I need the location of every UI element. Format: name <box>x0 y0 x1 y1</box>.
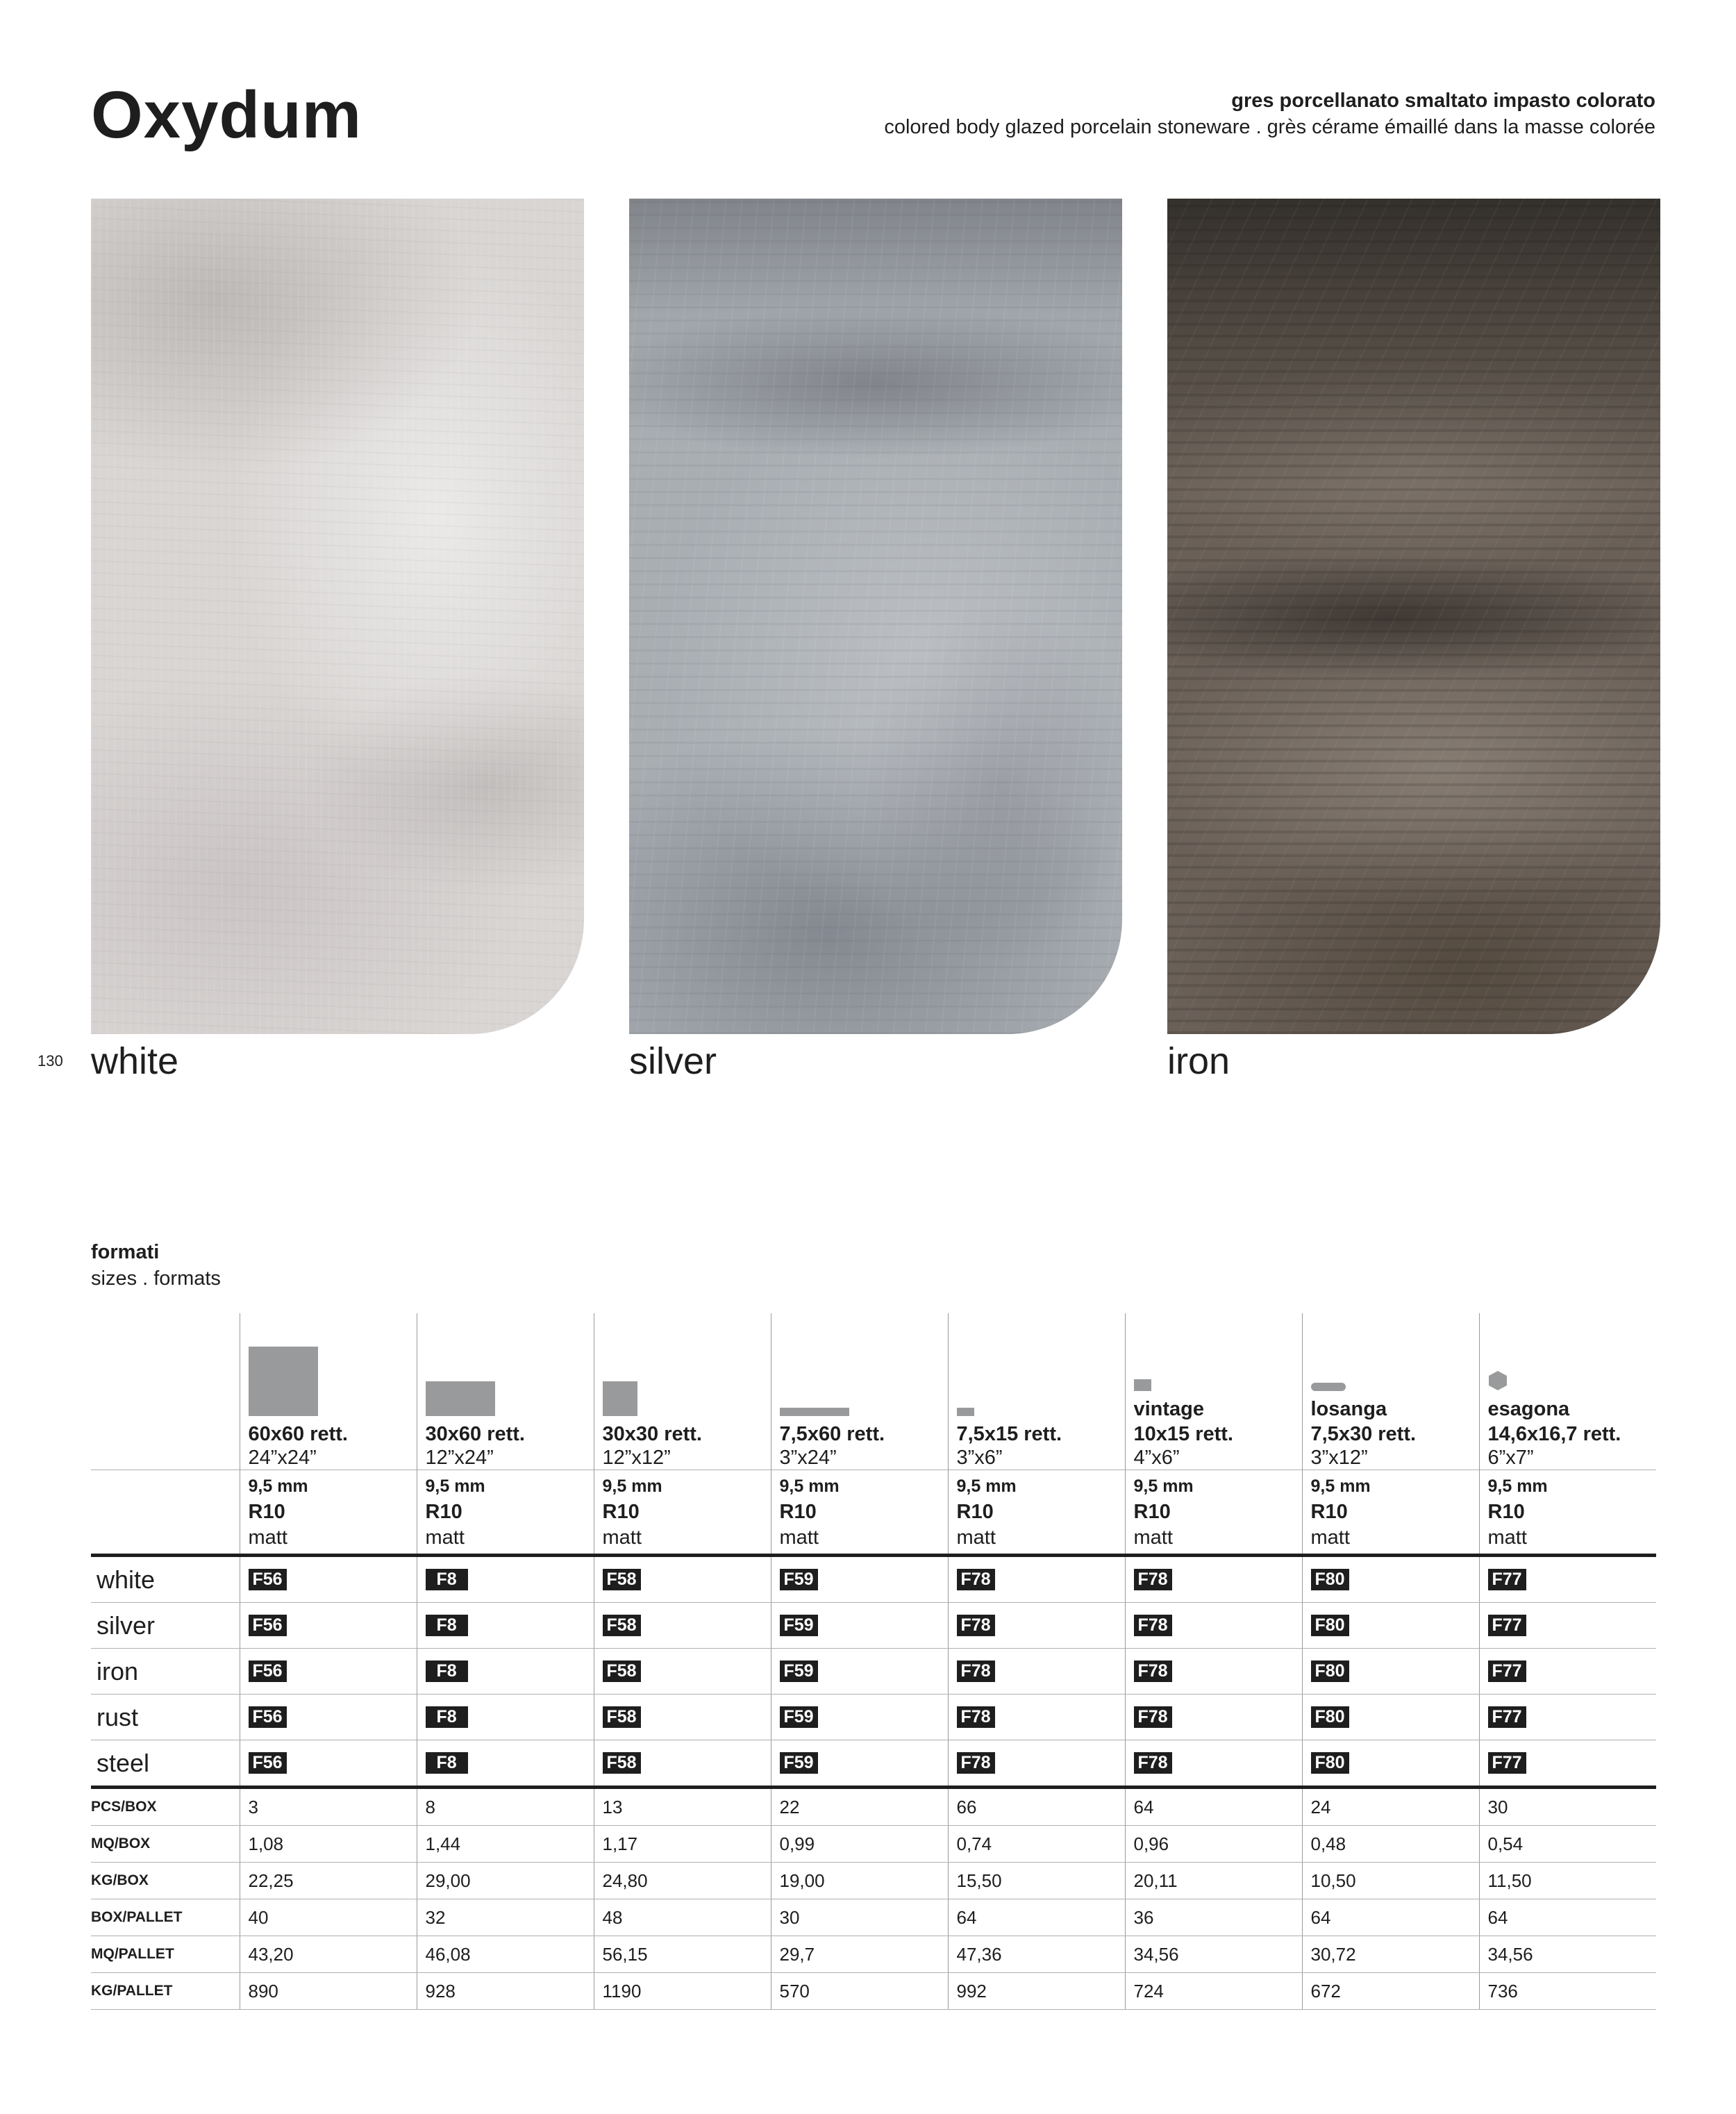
format-code-badge: F56 <box>249 1569 287 1590</box>
format-properties-cell <box>240 1470 417 1556</box>
format-properties-cell <box>594 1470 771 1556</box>
code-cell <box>1479 1740 1656 1788</box>
format-code-badge: F80 <box>1311 1615 1349 1636</box>
code-cell <box>1302 1603 1479 1649</box>
code-cell <box>594 1649 771 1695</box>
format-code-badge: F77 <box>1488 1661 1526 1682</box>
code-cell <box>240 1740 417 1788</box>
code-cell <box>948 1556 1125 1603</box>
slip-resistance: R10 <box>779 1501 817 1523</box>
swatch-silver-image <box>629 199 1122 1034</box>
packaging-value: 724 <box>1125 1973 1302 2010</box>
code-cell <box>771 1740 948 1788</box>
format-properties-cell <box>417 1470 594 1556</box>
code-cell <box>1125 1695 1302 1740</box>
packaging-value: 30,72 <box>1302 1936 1479 1973</box>
code-cell <box>1479 1556 1656 1603</box>
packaging-value: 36 <box>1125 1899 1302 1936</box>
format-code-badge: F78 <box>957 1661 995 1682</box>
format-code-badge: F78 <box>1134 1615 1172 1636</box>
format-code-badge: F80 <box>1311 1706 1349 1728</box>
page-title: Oxydum <box>91 78 362 152</box>
finish: matt <box>1133 1526 1173 1549</box>
packaging-value: 928 <box>417 1973 594 2010</box>
packaging-value: 46,08 <box>417 1936 594 1973</box>
packaging-label: PCS/BOX <box>91 1788 240 1826</box>
format-size-inches: 12”x12” <box>602 1447 671 1469</box>
format-header <box>603 1314 771 1469</box>
packaging-value: 992 <box>948 1973 1125 2010</box>
format-code-badge: F8 <box>426 1752 468 1774</box>
format-code-badge: F77 <box>1488 1752 1526 1774</box>
format-properties-row <box>91 1470 1656 1556</box>
color-name: white <box>91 1556 240 1603</box>
code-cell <box>240 1603 417 1649</box>
thickness: 9,5 mm <box>425 1476 485 1496</box>
packaging-value: 34,56 <box>1479 1936 1656 1973</box>
format-header-cell <box>594 1313 771 1470</box>
format-code-badge: F78 <box>1134 1706 1172 1728</box>
packaging-value: 43,20 <box>240 1936 417 1973</box>
format-code-badge: F58 <box>603 1706 641 1728</box>
code-cell <box>948 1695 1125 1740</box>
code-cell <box>948 1603 1125 1649</box>
format-properties-cell <box>948 1470 1125 1556</box>
format-size-inches: 12”x24” <box>425 1447 494 1469</box>
slip-resistance: R10 <box>425 1501 462 1523</box>
code-cell <box>1125 1556 1302 1603</box>
code-cell <box>1302 1695 1479 1740</box>
material-description-translations: colored body glazed porcelain stoneware . grès cérame émaillé dans la masse colorée <box>884 116 1655 138</box>
swatch-label-white: white <box>91 1040 179 1082</box>
code-cell <box>1125 1649 1302 1695</box>
format-size: 7,5x60 rett. <box>779 1423 885 1445</box>
format-code-badge: F77 <box>1488 1569 1526 1590</box>
tile-shape-wrap <box>1134 1322 1302 1391</box>
format-size: 60x60 rett. <box>248 1423 348 1445</box>
code-cell <box>594 1556 771 1603</box>
code-cell <box>417 1649 594 1695</box>
format-header <box>249 1314 417 1469</box>
code-cell <box>1302 1649 1479 1695</box>
format-properties <box>957 1474 1125 1549</box>
page-number: 130 <box>37 1052 63 1070</box>
packaging-value: 0,54 <box>1479 1826 1656 1863</box>
finish: matt <box>956 1526 996 1549</box>
packaging-value: 0,48 <box>1302 1826 1479 1863</box>
format-size-inches: 6”x7” <box>1487 1447 1534 1469</box>
packaging-value: 64 <box>1125 1788 1302 1826</box>
format-header-cell <box>771 1313 948 1470</box>
format-code-badge: F58 <box>603 1569 641 1590</box>
packaging-label: BOX/PALLET <box>91 1899 240 1936</box>
format-code-badge: F78 <box>1134 1661 1172 1682</box>
format-code-badge: F78 <box>957 1615 995 1636</box>
format-code-badge: F78 <box>957 1569 995 1590</box>
thickness: 9,5 mm <box>248 1476 308 1496</box>
packaging-value: 24 <box>1302 1788 1479 1826</box>
format-code-badge: F59 <box>780 1569 818 1590</box>
packaging-value: 570 <box>771 1973 948 2010</box>
format-header <box>1311 1314 1479 1469</box>
formats-table <box>91 1313 1656 2010</box>
code-cell <box>771 1649 948 1695</box>
packaging-value: 736 <box>1479 1973 1656 2010</box>
format-properties <box>1311 1474 1479 1549</box>
packaging-value: 30 <box>771 1899 948 1936</box>
rectangle-tile-icon <box>603 1381 637 1416</box>
color-row <box>91 1695 1656 1740</box>
format-code-badge: F77 <box>1488 1615 1526 1636</box>
format-size-inches: 3”x6” <box>956 1447 1003 1469</box>
packaging-value: 47,36 <box>948 1936 1125 1973</box>
format-size: 7,5x30 rett. <box>1310 1423 1417 1445</box>
format-code-badge: F59 <box>780 1615 818 1636</box>
tile-shape-wrap <box>957 1347 1125 1416</box>
packaging-label: MQ/BOX <box>91 1826 240 1863</box>
finish: matt <box>602 1526 642 1549</box>
color-name: steel <box>91 1740 240 1788</box>
format-properties <box>426 1474 594 1549</box>
finish: matt <box>248 1526 287 1549</box>
packaging-value: 3 <box>240 1788 417 1826</box>
format-code-badge: F8 <box>426 1615 468 1636</box>
packaging-value: 1,17 <box>594 1826 771 1863</box>
code-cell <box>1302 1740 1479 1788</box>
format-code-badge: F56 <box>249 1615 287 1636</box>
format-code-badge: F77 <box>1488 1706 1526 1728</box>
code-cell <box>417 1603 594 1649</box>
packaging-row <box>91 1788 1656 1826</box>
packaging-value: 64 <box>948 1899 1125 1936</box>
rectangle-tile-icon <box>1134 1379 1151 1391</box>
packaging-value: 1190 <box>594 1973 771 2010</box>
packaging-value: 0,99 <box>771 1826 948 1863</box>
code-cell <box>948 1740 1125 1788</box>
packaging-value: 890 <box>240 1973 417 2010</box>
finish: matt <box>1487 1526 1527 1549</box>
color-row <box>91 1740 1656 1788</box>
code-cell <box>948 1649 1125 1695</box>
code-cell <box>771 1556 948 1603</box>
code-cell <box>1302 1556 1479 1603</box>
code-cell <box>1479 1695 1656 1740</box>
format-code-badge: F56 <box>249 1706 287 1728</box>
packaging-value: 15,50 <box>948 1863 1125 1899</box>
thickness: 9,5 mm <box>1133 1476 1194 1496</box>
finish: matt <box>779 1526 819 1549</box>
format-variant: vintage <box>1133 1398 1205 1420</box>
rectangle-tile-icon <box>426 1381 495 1416</box>
code-cell <box>240 1556 417 1603</box>
rectangle-tile-icon <box>780 1408 849 1416</box>
format-header-row <box>91 1313 1656 1470</box>
code-cell <box>771 1603 948 1649</box>
format-size: 30x60 rett. <box>425 1423 525 1445</box>
format-header-cell <box>417 1313 594 1470</box>
thickness: 9,5 mm <box>956 1476 1017 1496</box>
packaging-value: 10,50 <box>1302 1863 1479 1899</box>
packaging-value: 29,7 <box>771 1936 948 1973</box>
tile-shape-wrap <box>426 1347 594 1416</box>
code-cell <box>771 1695 948 1740</box>
slip-resistance: R10 <box>1487 1501 1525 1523</box>
code-cell <box>1479 1603 1656 1649</box>
format-code-badge: F59 <box>780 1752 818 1774</box>
packaging-value: 1,08 <box>240 1826 417 1863</box>
format-properties <box>780 1474 948 1549</box>
formats-title: formati <box>91 1241 160 1263</box>
code-cell <box>594 1740 771 1788</box>
format-code-badge: F58 <box>603 1615 641 1636</box>
format-header <box>1488 1314 1657 1469</box>
format-header-cell <box>948 1313 1125 1470</box>
format-properties-cell <box>1479 1470 1656 1556</box>
packaging-label: MQ/PALLET <box>91 1936 240 1973</box>
packaging-value: 66 <box>948 1788 1125 1826</box>
format-properties <box>1134 1474 1302 1549</box>
color-name: rust <box>91 1695 240 1740</box>
format-code-badge: F80 <box>1311 1661 1349 1682</box>
packaging-row <box>91 1863 1656 1899</box>
tile-shape-wrap <box>603 1347 771 1416</box>
packaging-value: 30 <box>1479 1788 1656 1826</box>
format-size: 30x30 rett. <box>602 1423 702 1445</box>
packaging-label: KG/PALLET <box>91 1973 240 2010</box>
slip-resistance: R10 <box>248 1501 285 1523</box>
format-code-badge: F58 <box>603 1661 641 1682</box>
format-properties <box>249 1474 417 1549</box>
formats-heading <box>91 1239 221 1292</box>
format-code-badge: F78 <box>1134 1752 1172 1774</box>
format-code-badge: F59 <box>780 1706 818 1728</box>
format-code-badge: F78 <box>1134 1569 1172 1590</box>
format-header <box>957 1314 1125 1469</box>
rectangle-tile-icon <box>957 1408 974 1416</box>
material-description <box>884 88 1655 140</box>
format-code-badge: F59 <box>780 1661 818 1682</box>
code-cell <box>594 1695 771 1740</box>
code-cell <box>417 1556 594 1603</box>
color-row <box>91 1556 1656 1603</box>
tile-shape-wrap <box>780 1347 948 1416</box>
format-header-cell <box>240 1313 417 1470</box>
code-cell <box>1479 1649 1656 1695</box>
packaging-row <box>91 1899 1656 1936</box>
properties-label-cell <box>91 1470 240 1556</box>
packaging-value: 29,00 <box>417 1863 594 1899</box>
format-code-badge: F56 <box>249 1661 287 1682</box>
corner-cell <box>91 1313 240 1470</box>
packaging-value: 1,44 <box>417 1826 594 1863</box>
code-cell <box>240 1649 417 1695</box>
packaging-value: 0,74 <box>948 1826 1125 1863</box>
packaging-value: 13 <box>594 1788 771 1826</box>
packaging-label: KG/BOX <box>91 1863 240 1899</box>
format-properties <box>1488 1474 1657 1549</box>
packaging-value: 20,11 <box>1125 1863 1302 1899</box>
format-header <box>780 1314 948 1469</box>
format-size-inches: 3”x12” <box>1310 1447 1368 1469</box>
format-variant: losanga <box>1310 1398 1387 1420</box>
slip-resistance: R10 <box>1133 1501 1171 1523</box>
thickness: 9,5 mm <box>779 1476 840 1496</box>
color-row <box>91 1649 1656 1695</box>
format-code-badge: F78 <box>957 1706 995 1728</box>
packaging-value: 32 <box>417 1899 594 1936</box>
packaging-value: 22 <box>771 1788 948 1826</box>
code-cell <box>594 1603 771 1649</box>
formats-subtitle: sizes . formats <box>91 1267 221 1290</box>
packaging-value: 0,96 <box>1125 1826 1302 1863</box>
slip-resistance: R10 <box>602 1501 640 1523</box>
lozenge-tile-icon <box>1311 1383 1346 1391</box>
tile-shape-wrap <box>249 1347 417 1416</box>
format-header <box>1134 1314 1302 1469</box>
format-header-cell <box>1125 1313 1302 1470</box>
packaging-row <box>91 1973 1656 2010</box>
packaging-value: 22,25 <box>240 1863 417 1899</box>
packaging-value: 672 <box>1302 1973 1479 2010</box>
code-cell <box>1125 1740 1302 1788</box>
code-cell <box>240 1695 417 1740</box>
format-properties-cell <box>771 1470 948 1556</box>
format-properties-cell <box>1302 1470 1479 1556</box>
thickness: 9,5 mm <box>602 1476 662 1496</box>
format-size: 7,5x15 rett. <box>956 1423 1062 1445</box>
swatch-label-silver: silver <box>629 1040 717 1082</box>
packaging-value: 19,00 <box>771 1863 948 1899</box>
rectangle-tile-icon <box>249 1347 318 1416</box>
format-code-badge: F8 <box>426 1661 468 1682</box>
packaging-value: 8 <box>417 1788 594 1826</box>
swatch-label-iron: iron <box>1167 1040 1230 1082</box>
tile-shape-wrap <box>1311 1322 1479 1391</box>
format-header-cell <box>1302 1313 1479 1470</box>
packaging-value: 40 <box>240 1899 417 1936</box>
color-name: iron <box>91 1649 240 1695</box>
format-code-badge: F8 <box>426 1706 468 1728</box>
format-size: 10x15 rett. <box>1133 1423 1233 1445</box>
format-size-inches: 4”x6” <box>1133 1447 1180 1469</box>
packaging-value: 11,50 <box>1479 1863 1656 1899</box>
finish: matt <box>425 1526 465 1549</box>
code-cell <box>1125 1603 1302 1649</box>
format-code-badge: F78 <box>957 1752 995 1774</box>
packaging-row <box>91 1826 1656 1863</box>
code-cell <box>417 1740 594 1788</box>
format-header-cell <box>1479 1313 1656 1470</box>
slip-resistance: R10 <box>956 1501 994 1523</box>
packaging-value: 64 <box>1302 1899 1479 1936</box>
thickness: 9,5 mm <box>1310 1476 1371 1496</box>
format-variant: esagona <box>1487 1398 1570 1420</box>
code-cell <box>417 1695 594 1740</box>
packaging-value: 24,80 <box>594 1863 771 1899</box>
thickness: 9,5 mm <box>1487 1476 1548 1496</box>
tile-shape-wrap <box>1488 1322 1657 1391</box>
packaging-value: 34,56 <box>1125 1936 1302 1973</box>
packaging-value: 64 <box>1479 1899 1656 1936</box>
packaging-value: 56,15 <box>594 1936 771 1973</box>
format-header <box>426 1314 594 1469</box>
slip-resistance: R10 <box>1310 1501 1348 1523</box>
format-properties <box>603 1474 771 1549</box>
color-name: silver <box>91 1603 240 1649</box>
format-properties-cell <box>1125 1470 1302 1556</box>
swatch-iron-image <box>1167 199 1660 1034</box>
format-size-inches: 3”x24” <box>779 1447 837 1469</box>
format-code-badge: F8 <box>426 1569 468 1590</box>
packaging-value: 48 <box>594 1899 771 1936</box>
format-code-badge: F80 <box>1311 1569 1349 1590</box>
color-row <box>91 1603 1656 1649</box>
packaging-row <box>91 1936 1656 1973</box>
format-size-inches: 24”x24” <box>248 1447 317 1469</box>
format-code-badge: F56 <box>249 1752 287 1774</box>
finish: matt <box>1310 1526 1350 1549</box>
format-code-badge: F80 <box>1311 1752 1349 1774</box>
format-size: 14,6x16,7 rett. <box>1487 1423 1621 1445</box>
material-description-italian: gres porcellanato smaltato impasto colorato <box>1231 90 1655 112</box>
swatch-white-image <box>91 199 584 1034</box>
hexagon-tile-icon <box>1488 1370 1508 1391</box>
format-code-badge: F58 <box>603 1752 641 1774</box>
